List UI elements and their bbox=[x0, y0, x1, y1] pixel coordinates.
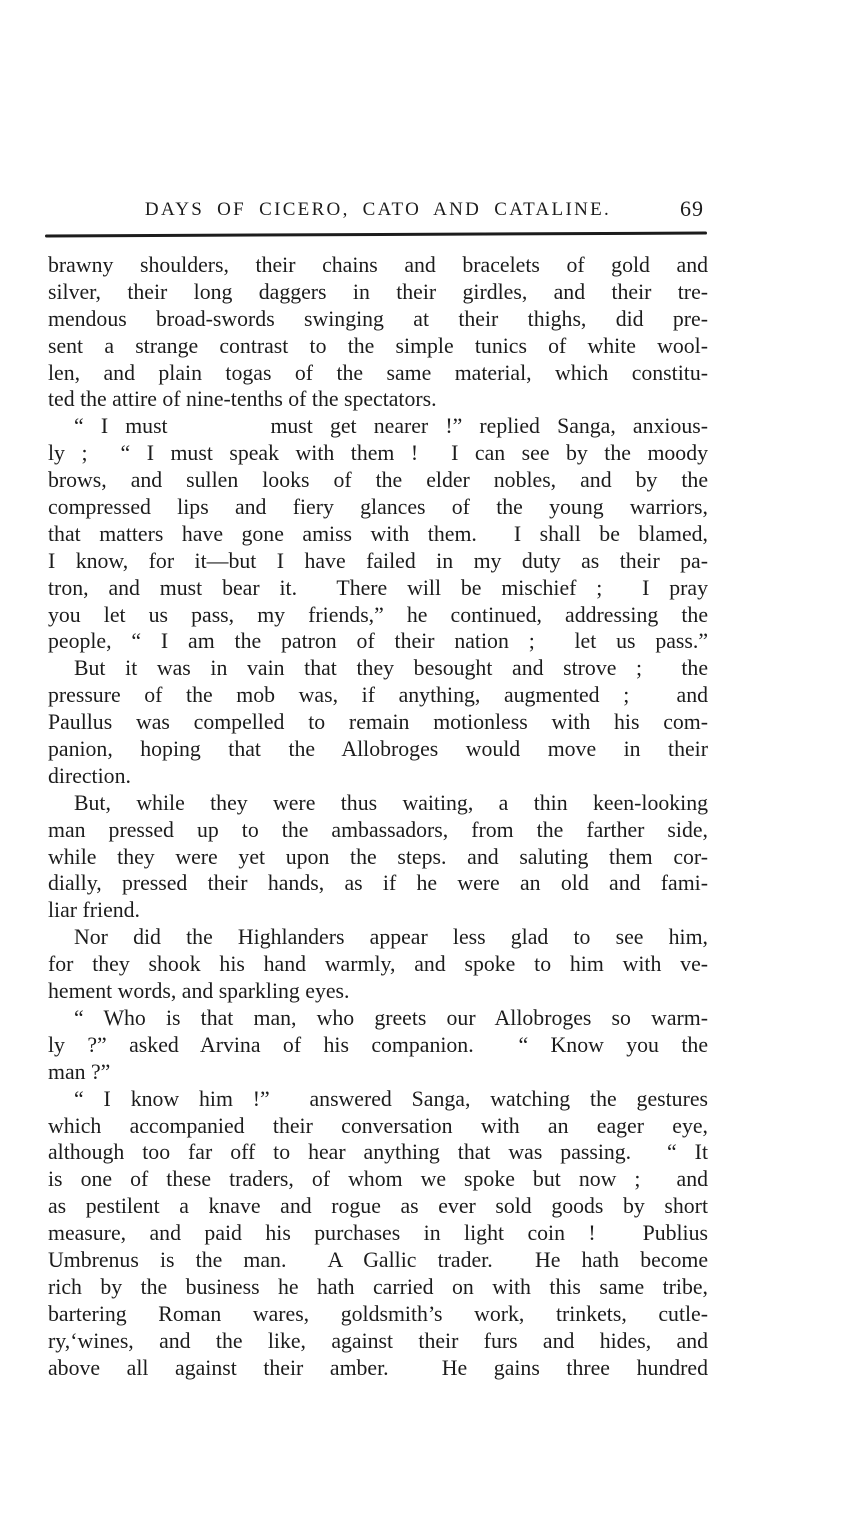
running-header-title: DAYS OF CICERO, CATO AND CATALINE. bbox=[144, 199, 612, 220]
text-line: Umbrenus is the man. A Gallic trader. He hath become bbox=[48, 1247, 708, 1272]
text-line: as pestilent a knave and rogue as ever sold goods by short bbox=[48, 1194, 708, 1219]
text-line: which accompanied their conversation with an eager eye, bbox=[48, 1113, 708, 1138]
text-line: Paullus was compelled to remain motionless with his com- bbox=[48, 710, 708, 735]
text-line: you let us pass, my friends,” he continued, addressing the bbox=[48, 602, 708, 627]
text-line: bartering Roman wares, goldsmith’s work, trinkets, cutle- bbox=[48, 1301, 708, 1326]
text-line: mendous broad-swords swinging at their thighs, did pre- bbox=[48, 306, 708, 331]
paragraph bbox=[48, 924, 708, 1005]
text-line: tron, and must bear it. There will be mischief ; I pray bbox=[48, 575, 708, 600]
page-number: 69 bbox=[680, 196, 704, 221]
text-line: “ I must must get nearer !” replied Sanga, anxious- bbox=[74, 414, 708, 439]
text-line: although too far off to hear anything that was passing. “ It bbox=[48, 1140, 708, 1165]
text-line: sent a strange contrast to the simple tunics of white wool- bbox=[48, 333, 708, 358]
header-rule bbox=[45, 232, 707, 238]
text-line: liar friend. bbox=[48, 898, 140, 923]
text-line: above all against their amber. He gains three hundred bbox=[48, 1355, 708, 1380]
text-line: for they shook his hand warmly, and spoke to him with ve- bbox=[48, 952, 708, 977]
text-line: ry,‘wines, and the like, against their furs and hides, and bbox=[48, 1328, 708, 1353]
paragraph bbox=[48, 413, 708, 655]
text-line: man ?” bbox=[48, 1059, 111, 1084]
text-line: brows, and sullen looks of the elder nobles, and by the bbox=[48, 468, 708, 493]
text-line: Nor did the Highlanders appear less glad to see him, bbox=[74, 925, 708, 950]
page-body bbox=[48, 252, 708, 1381]
text-line: len, and plain togas of the same material, which constitu- bbox=[48, 360, 708, 385]
text-line: rich by the business he hath carried on with this same tribe, bbox=[48, 1274, 708, 1299]
text-line: direction. bbox=[48, 763, 131, 788]
text-line: silver, their long daggers in their girdles, and their tre- bbox=[48, 279, 708, 304]
paragraph bbox=[48, 655, 708, 789]
text-line: while they were yet upon the steps. and saluting them cor- bbox=[48, 844, 708, 869]
text-line: ly ?” asked Arvina of his companion. “ Know you the bbox=[48, 1032, 708, 1057]
paragraph bbox=[48, 790, 708, 924]
text-line: that matters have gone amiss with them. I shall be blamed, bbox=[48, 521, 708, 546]
text-line: ly ; “ I must speak with them ! I can see by the moody bbox=[48, 441, 708, 466]
text-line: is one of these traders, of whom we spoke but now ; and bbox=[48, 1167, 708, 1192]
text-line: man pressed up to the ambassadors, from the farther side, bbox=[48, 817, 708, 842]
paragraph bbox=[48, 252, 708, 413]
text-line: measure, and paid his purchases in light coin ! Publius bbox=[48, 1221, 708, 1246]
text-line: compressed lips and fiery glances of the young warriors, bbox=[48, 495, 708, 520]
text-line: people, “ I am the patron of their nation ; let us pass.” bbox=[48, 629, 708, 654]
text-line: But it was in vain that they besought and strove ; the bbox=[74, 656, 708, 681]
text-line: I know, for it—but I have failed in my duty as their pa- bbox=[48, 548, 708, 573]
text-line: “ I know him !” answered Sanga, watching the gestures bbox=[74, 1086, 708, 1111]
text-line: brawny shoulders, their chains and bracelets of gold and bbox=[48, 253, 708, 277]
text-line: hement words, and sparkling eyes. bbox=[48, 979, 350, 1004]
paragraph bbox=[48, 1086, 708, 1382]
text-line: dially, pressed their hands, as if he were an old and fami- bbox=[48, 871, 708, 896]
text-line: “ Who is that man, who greets our Allobroges so warm- bbox=[74, 1005, 708, 1030]
text-line: ted the attire of nine-tenths of the spectators. bbox=[48, 387, 437, 412]
paragraph bbox=[48, 1005, 708, 1086]
text-line: pressure of the mob was, if anything, augmented ; and bbox=[48, 683, 708, 708]
running-header bbox=[48, 196, 708, 221]
text-line: panion, hoping that the Allobroges would move in their bbox=[48, 737, 708, 762]
text-line: But, while they were thus waiting, a thin keen-looking bbox=[74, 790, 708, 815]
